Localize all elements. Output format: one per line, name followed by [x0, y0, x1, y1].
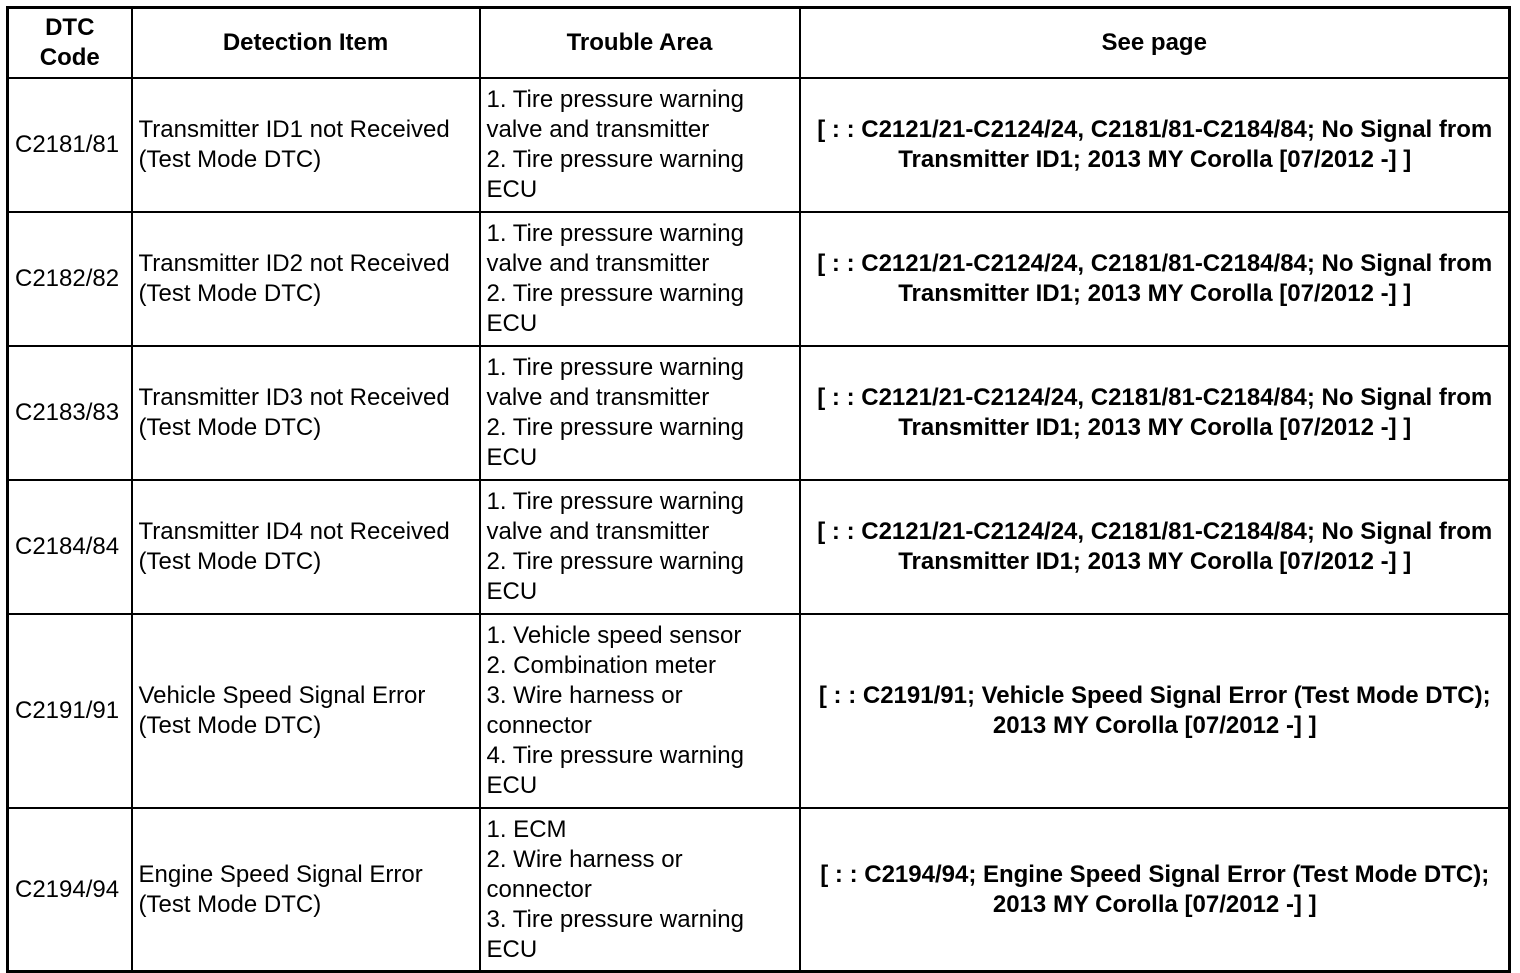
see-page-link[interactable]: [ : : C2121/21-C2124/24, C2181/81-C2184/84; No Signal from Transmitter ID1; 2013 MY Corolla [07/2012 -] ] — [800, 78, 1510, 212]
trouble-area-line: valve and transmitter — [486, 116, 710, 143]
dtc-code-cell: C2181/81 — [8, 78, 132, 212]
table-header-row — [8, 8, 1510, 79]
detection-item-line: (Test Mode DTC) — [138, 890, 322, 918]
detection-item-cell — [132, 346, 480, 480]
dtc-table — [6, 6, 1511, 973]
detection-item-cell — [132, 808, 480, 972]
detection-item-line: (Test Mode DTC) — [138, 712, 322, 739]
detection-item-line: Engine Speed Signal Error — [138, 860, 423, 888]
trouble-area-cell — [480, 212, 800, 346]
trouble-area-line: valve and transmitter — [486, 384, 710, 411]
detection-item-cell — [132, 212, 480, 346]
detection-item-line: (Test Mode DTC) — [138, 280, 322, 307]
trouble-area-line: ECU — [486, 444, 538, 471]
trouble-area-line: 2. Tire pressure warning — [486, 280, 744, 307]
trouble-area-line: ECU — [486, 176, 538, 203]
detection-item-line: Transmitter ID3 not Received — [138, 384, 450, 411]
trouble-area-line: 2. Combination meter — [486, 652, 716, 679]
see-page-link[interactable]: [ : : C2121/21-C2124/24, C2181/81-C2184/84; No Signal from Transmitter ID1; 2013 MY Corolla [07/2012 -] ] — [800, 346, 1510, 480]
dtc-code-cell: C2194/94 — [8, 808, 132, 972]
table-row — [8, 480, 1510, 614]
trouble-area-line: 1. ECM — [486, 815, 567, 843]
trouble-area-line: 1. Tire pressure warning — [486, 86, 744, 113]
detection-item-line: (Test Mode DTC) — [138, 414, 322, 441]
trouble-area-line: valve and transmitter — [486, 518, 710, 545]
trouble-area-cell — [480, 808, 800, 972]
table-row — [8, 346, 1510, 480]
trouble-area-line: 1. Tire pressure warning — [486, 488, 744, 515]
trouble-area-cell — [480, 78, 800, 212]
detection-item-line: Transmitter ID4 not Received — [138, 518, 450, 545]
trouble-area-line: connector — [486, 875, 592, 903]
detection-item-line: (Test Mode DTC) — [138, 548, 322, 575]
header-trouble-area: Trouble Area — [480, 8, 800, 79]
trouble-area-line: valve and transmitter — [486, 250, 710, 277]
trouble-area-line: ECU — [486, 935, 538, 963]
trouble-area-line: 2. Tire pressure warning — [486, 146, 744, 173]
trouble-area-line: 3. Tire pressure warning — [486, 905, 744, 933]
detection-item-cell — [132, 78, 480, 212]
trouble-area-line: 1. Tire pressure warning — [486, 220, 744, 247]
trouble-area-cell — [480, 346, 800, 480]
trouble-area-line: 2. Tire pressure warning — [486, 414, 744, 441]
detection-item-line: (Test Mode DTC) — [138, 146, 322, 173]
trouble-area-line: 3. Wire harness or — [486, 682, 683, 709]
trouble-area-line: 1. Vehicle speed sensor — [486, 622, 742, 649]
detection-item-cell — [132, 614, 480, 808]
dtc-code-cell: C2191/91 — [8, 614, 132, 808]
see-page-link[interactable]: [ : : C2121/21-C2124/24, C2181/81-C2184/84; No Signal from Transmitter ID1; 2013 MY Corolla [07/2012 -] ] — [800, 480, 1510, 614]
trouble-area-line: 2. Tire pressure warning — [486, 548, 744, 575]
trouble-area-line: ECU — [486, 772, 538, 799]
see-page-link[interactable]: [ : : C2121/21-C2124/24, C2181/81-C2184/84; No Signal from Transmitter ID1; 2013 MY Corolla [07/2012 -] ] — [800, 212, 1510, 346]
header-dtc-code: DTC Code — [8, 8, 132, 79]
header-see-page: See page — [800, 8, 1510, 79]
table-row — [8, 212, 1510, 346]
trouble-area-cell — [480, 614, 800, 808]
trouble-area-line: 1. Tire pressure warning — [486, 354, 744, 381]
detection-item-line: Transmitter ID2 not Received — [138, 250, 450, 277]
detection-item-line: Transmitter ID1 not Received — [138, 116, 450, 143]
table-row — [8, 808, 1510, 972]
trouble-area-line: 4. Tire pressure warning — [486, 742, 744, 769]
trouble-area-line: ECU — [486, 310, 538, 337]
dtc-code-cell: C2184/84 — [8, 480, 132, 614]
dtc-code-cell: C2182/82 — [8, 212, 132, 346]
see-page-link[interactable]: [ : : C2194/94; Engine Speed Signal Error (Test Mode DTC); 2013 MY Corolla [07/2012 -] ] — [800, 808, 1510, 972]
detection-item-line: Vehicle Speed Signal Error — [138, 682, 426, 709]
trouble-area-line: ECU — [486, 578, 538, 605]
table-row — [8, 78, 1510, 212]
header-detection-item: Detection Item — [132, 8, 480, 79]
trouble-area-cell — [480, 480, 800, 614]
trouble-area-line: connector — [486, 712, 592, 739]
detection-item-cell — [132, 480, 480, 614]
trouble-area-line: 2. Wire harness or — [486, 845, 683, 873]
table-row — [8, 614, 1510, 808]
dtc-code-cell: C2183/83 — [8, 346, 132, 480]
see-page-link[interactable]: [ : : C2191/91; Vehicle Speed Signal Error (Test Mode DTC); 2013 MY Corolla [07/2012 -] ] — [800, 614, 1510, 808]
